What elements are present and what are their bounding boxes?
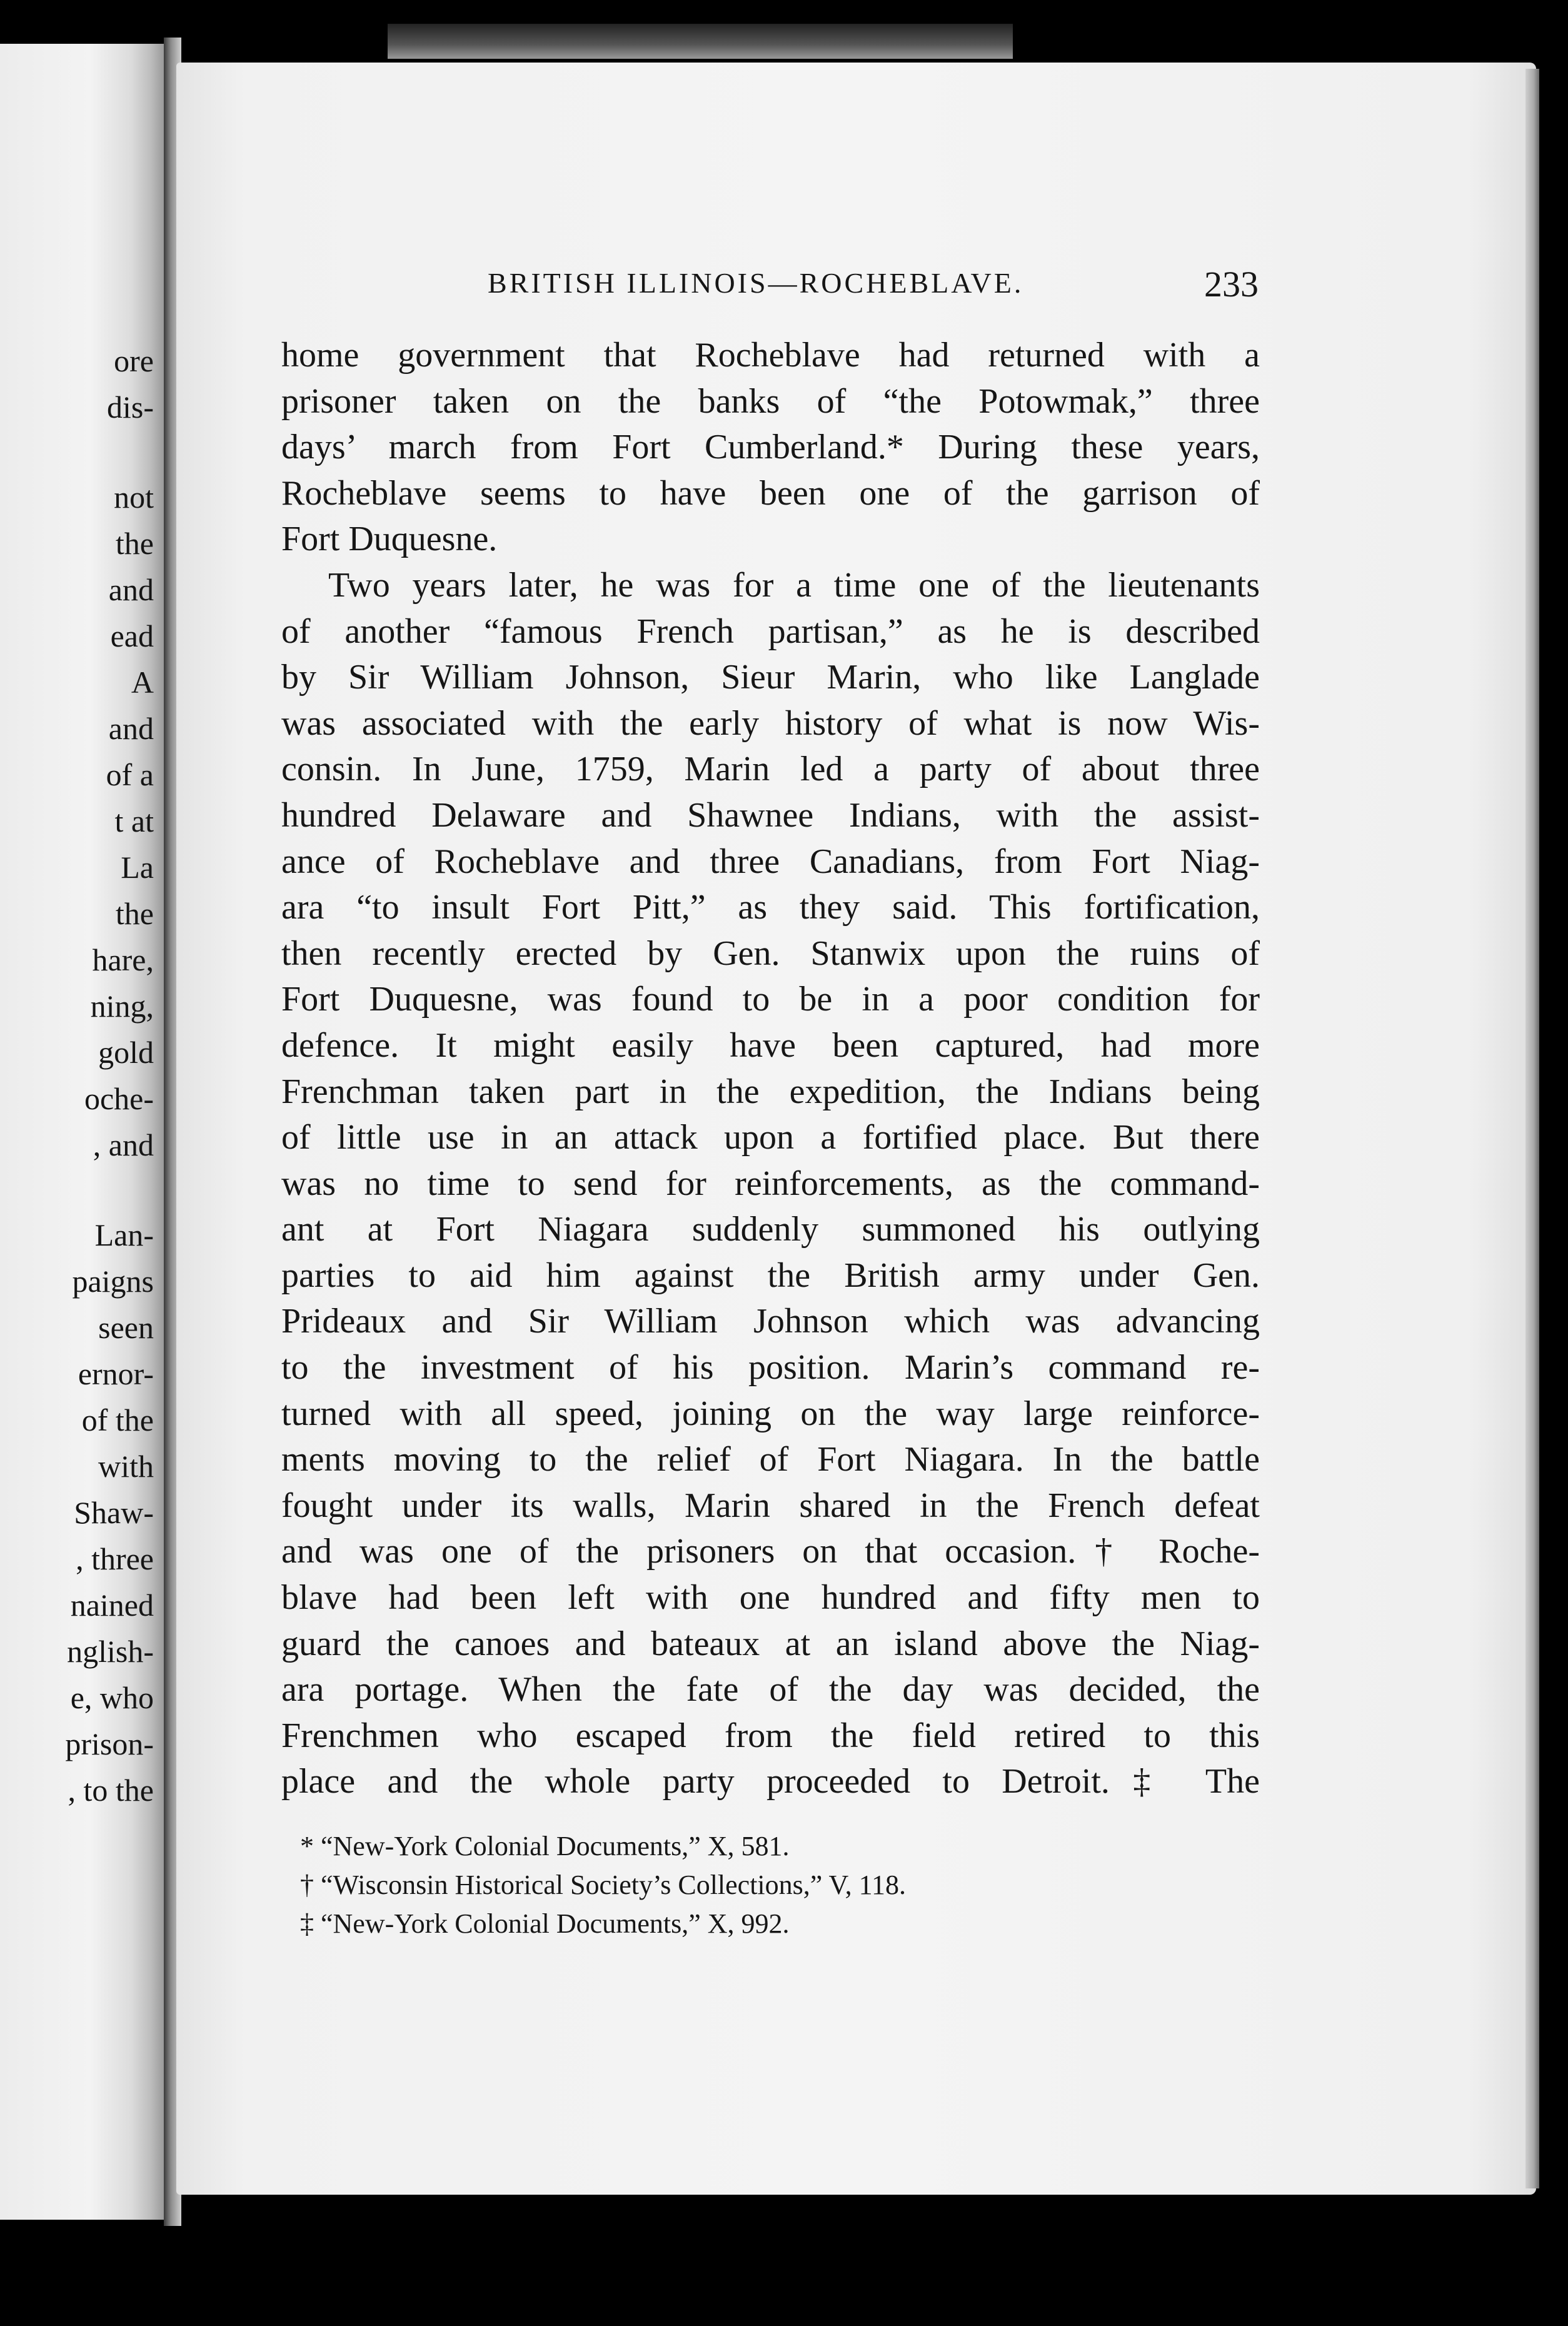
text-line: days’ march from Fort Cumberland.* During these years,: [281, 428, 1260, 467]
facing-page-fragment: ore: [114, 343, 154, 378]
text-line: ance of Rocheblave and three Canadians, from Fort Niag-: [281, 842, 1260, 881]
facing-page-fragment: gold: [98, 1035, 154, 1070]
facing-page-fragment: seen: [98, 1310, 154, 1345]
facing-page-fragment: t at: [114, 803, 154, 838]
text-line: Frenchman taken part in the expedition, the Indians being: [281, 1072, 1260, 1111]
facing-page-fragment: of a: [106, 757, 154, 792]
facing-page-fragment: ernor-: [78, 1356, 154, 1391]
top-shadow-strip: [388, 24, 1013, 59]
text-line: place and the whole party proceeded to Detroit.‡ The: [281, 1762, 1260, 1801]
text-line: ments moving to the relief of Fort Niagara. In the battle: [281, 1440, 1260, 1479]
text-line: fought under its walls, Marin shared in the French defeat: [281, 1486, 1260, 1525]
text-line: Prideaux and Sir William Johnson which was advancing: [281, 1302, 1260, 1341]
text-line: ara portage. When the fate of the day was decided, the: [281, 1670, 1260, 1709]
text-line: turned with all speed, joining on the way large reinforce-: [281, 1394, 1260, 1433]
text-line: blave had been left with one hundred and fifty men to: [281, 1578, 1260, 1618]
text-line: defence. It might easily have been captured, had more: [281, 1025, 1260, 1065]
text-line: Two years later, he was for a time one of the lieutenants: [328, 565, 1260, 605]
page-edge-shadow: [1525, 69, 1539, 2188]
facing-page-fragment: nained: [70, 1588, 154, 1623]
facing-page-fragment: dis-: [107, 390, 154, 425]
facing-page-fragment: , and: [93, 1127, 154, 1162]
facing-page-fragment: the: [115, 896, 154, 931]
text-line: to the investment of his position. Marin’s command re-: [281, 1348, 1260, 1387]
text-line: consin. In June, 1759, Marin led a party of about three: [281, 750, 1260, 789]
text-line: was associated with the early history of what is now Wis-: [281, 703, 1260, 743]
text-line: guard the canoes and bateaux at an island above the Niag-: [281, 1624, 1260, 1663]
facing-page-fragment: nglish-: [67, 1634, 154, 1669]
facing-page-fragment: e, who: [70, 1680, 154, 1715]
footnote: * “New-York Colonial Documents,” X, 581.: [300, 1831, 790, 1861]
facing-page-fragment: La: [121, 850, 154, 885]
facing-page-fragment: and: [108, 711, 154, 746]
text-line: home government that Rocheblave had returned with a: [281, 336, 1260, 375]
facing-page-fragment: Shaw-: [74, 1495, 154, 1530]
text-line: ara “to insult Fort Pitt,” as they said. This fortification,: [281, 888, 1260, 927]
page-number: 233: [1204, 264, 1259, 305]
text-line: of little use in an attack upon a fortified place. But there: [281, 1118, 1260, 1157]
text-line: Fort Duquesne.: [281, 520, 498, 559]
text-line: Rocheblave seems to have been one of the garrison of: [281, 473, 1260, 513]
facing-page-fragment: A: [131, 665, 154, 700]
facing-page-fragment: Lan-: [94, 1217, 154, 1252]
text-line: prisoner taken on the banks of “the Potowmak,” three: [281, 381, 1260, 421]
facing-page-fragment: ning,: [90, 989, 154, 1024]
facing-page-fragment: the: [115, 526, 154, 561]
facing-page-edge: [0, 44, 164, 2220]
text-line: and was one of the prisoners on that occasion.† Roche-: [281, 1532, 1260, 1571]
facing-page-fragment: and: [108, 572, 154, 607]
footnotes: [300, 1827, 1238, 1943]
facing-page-fragment: prison-: [65, 1726, 154, 1761]
body-text: [281, 333, 1260, 1805]
facing-page-fragment: , three: [76, 1541, 154, 1576]
text-line: Fort Duquesne, was found to be in a poor condition for: [281, 980, 1260, 1019]
footnote: ‡ “New-York Colonial Documents,” X, 992.: [300, 1908, 790, 1939]
text-line: Frenchmen who escaped from the field retired to this: [281, 1716, 1260, 1755]
text-line: by Sir William Johnson, Sieur Marin, who like Langlade: [281, 658, 1260, 697]
facing-page-fragment: of the: [81, 1402, 154, 1437]
text-line: ant at Fort Niagara suddenly summoned his outlying: [281, 1210, 1260, 1249]
facing-page-fragment: not: [114, 480, 154, 515]
facing-page-fragment: , to the: [68, 1773, 154, 1808]
text-line: of another “famous French partisan,” as he is described: [281, 612, 1260, 651]
facing-page-fragment: hare,: [92, 942, 154, 977]
facing-page-fragment: paigns: [72, 1264, 154, 1299]
text-line: was no time to send for reinforcements, as the command-: [281, 1164, 1260, 1203]
running-head: BRITISH ILLINOIS—ROCHEBLAVE.: [488, 267, 1024, 299]
facing-page-fragment: with: [98, 1449, 154, 1484]
facing-page-fragment: oche-: [84, 1081, 154, 1116]
text-line: hundred Delaware and Shawnee Indians, with the assist-: [281, 795, 1260, 835]
text-line: parties to aid him against the British army under Gen.: [281, 1256, 1260, 1295]
footnote: † “Wisconsin Historical Society’s Collections,” V, 118.: [300, 1870, 906, 1900]
facing-page-fragment: ead: [110, 618, 154, 653]
text-line: then recently erected by Gen. Stanwix upon the ruins of: [281, 934, 1260, 973]
